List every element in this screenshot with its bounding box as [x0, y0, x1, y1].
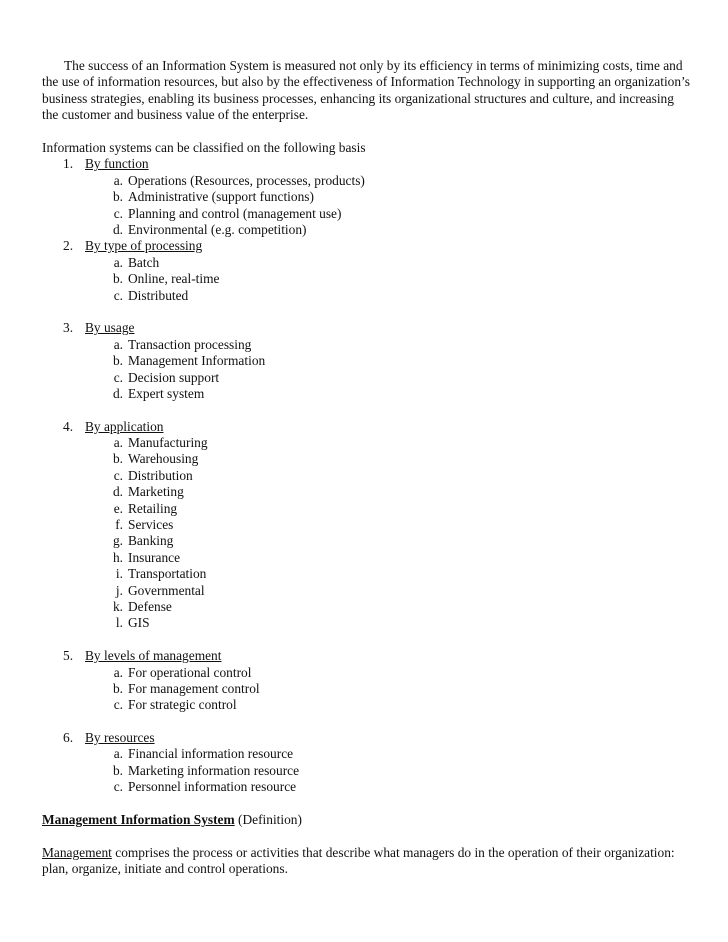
list-item-letter: a. [113, 254, 123, 270]
list-item-text: Insurance [128, 549, 181, 565]
list-item-letter: b. [112, 189, 123, 205]
list-item [42, 222, 692, 238]
list-item [42, 484, 692, 500]
list-item-text: Services [128, 517, 174, 533]
list-item-text: Administrative (support functions) [128, 189, 314, 205]
list-item-letter: a. [113, 435, 123, 451]
list-group-heading [42, 156, 692, 172]
list-item [42, 566, 692, 582]
list-item [42, 206, 692, 222]
list-item-text: Decision support [128, 369, 220, 385]
list-item-text: For operational control [128, 664, 252, 680]
list-item [42, 189, 692, 205]
list-group-heading [42, 419, 692, 435]
list-item-text: Distribution [128, 467, 193, 483]
list-item [42, 599, 692, 615]
list-item-letter: k. [112, 598, 123, 614]
list-item [42, 337, 692, 353]
list-heading: By type of processing [85, 238, 203, 254]
list-group-heading [42, 648, 692, 664]
document-page [42, 58, 692, 878]
list-item [42, 468, 692, 484]
management-text: comprises the process or activities that describe what managers do in the operation of their organization: plan, organize, initiate and control operations. [42, 844, 675, 877]
list-item-text: Governmental [128, 582, 205, 598]
list-item-text: Defense [128, 598, 172, 614]
list-item [42, 517, 692, 533]
list-item-text: Retailing [128, 500, 178, 516]
list-item-text: Financial information resource [128, 746, 294, 762]
mis-heading-line [42, 812, 692, 828]
list-item-text: Distributed [128, 287, 189, 303]
list-item-letter: d. [112, 484, 123, 500]
list-item [42, 533, 692, 549]
list-item-letter: c. [113, 287, 123, 303]
list-heading: By usage [85, 320, 135, 336]
list-number: 2. [63, 238, 74, 254]
list-group-heading [42, 320, 692, 336]
list-item-text: Online, real-time [128, 271, 220, 287]
mis-heading-suffix: (Definition) [234, 812, 302, 828]
list-item-text: Batch [128, 254, 160, 270]
list-item-text: For strategic control [128, 697, 237, 713]
list-item-letter: b. [112, 680, 123, 696]
list-item [42, 746, 692, 762]
list-number: 6. [63, 730, 74, 746]
list-item-text: Marketing [128, 484, 184, 500]
list-item [42, 697, 692, 713]
list-item [42, 681, 692, 697]
intro-paragraph: The success of an Information System is measured not only by its efficiency in terms of minimizing costs, time and the use of information resources, but also by the effectiveness of Information Technology in supporting an organization’s business strategies, enabling its business processes, enhancing its organizational structures and culture, and increasing the customer and business value of the enterprise. [42, 58, 690, 123]
list-item-text: Planning and control (management use) [128, 205, 342, 221]
list-item-letter: e. [113, 500, 123, 516]
list-item-letter: h. [112, 549, 123, 565]
list-item-letter: c. [113, 205, 123, 221]
list-item-letter: i. [115, 566, 123, 582]
list-item [42, 501, 692, 517]
list-item-text: GIS [128, 615, 150, 631]
list-item-text: Warehousing [128, 451, 199, 467]
list-item-letter: b. [112, 762, 123, 778]
list-item-text: Manufacturing [128, 435, 208, 451]
list-item-letter: l. [115, 615, 123, 631]
list-item [42, 763, 692, 779]
list-item-letter: a. [113, 172, 123, 188]
list-item-letter: a. [113, 746, 123, 762]
list-item [42, 255, 692, 271]
list-number: 5. [63, 648, 74, 664]
list-item-letter: b. [112, 271, 123, 287]
list-item [42, 288, 692, 304]
list-item-letter: d. [112, 385, 123, 401]
list-item-letter: f. [115, 517, 123, 533]
list-item [42, 779, 692, 795]
mis-heading: Management Information System [42, 812, 235, 828]
list-item [42, 173, 692, 189]
list-item-text: Expert system [128, 385, 205, 401]
list-item-text: Banking [128, 533, 174, 549]
list-item-text: For management control [128, 680, 260, 696]
list-item-letter: d. [112, 221, 123, 237]
list-item [42, 583, 692, 599]
list-item [42, 370, 692, 386]
list-item-letter: b. [112, 451, 123, 467]
list-item [42, 435, 692, 451]
list-item [42, 615, 692, 631]
list-item-letter: c. [113, 467, 123, 483]
list-item [42, 550, 692, 566]
classification-list [42, 156, 692, 795]
list-item-text: Transaction processing [128, 336, 252, 352]
list-item-letter: j. [115, 582, 123, 598]
list-item [42, 665, 692, 681]
list-number: 3. [63, 320, 74, 336]
list-item [42, 386, 692, 402]
management-term: Management [42, 844, 112, 860]
list-item [42, 353, 692, 369]
list-group-heading [42, 238, 692, 254]
list-item-letter: c. [113, 697, 123, 713]
list-item-letter: a. [113, 336, 123, 352]
list-group-heading [42, 730, 692, 746]
management-definition [42, 845, 692, 878]
list-item-text: Transportation [128, 566, 207, 582]
list-item-text: Operations (Resources, processes, products) [128, 172, 365, 188]
list-item-letter: c. [113, 369, 123, 385]
list-item-letter: b. [112, 353, 123, 369]
list-item-letter: a. [113, 664, 123, 680]
list-heading: By levels of management [85, 648, 222, 664]
classification-intro: Information systems can be classified on the following basis [42, 140, 366, 156]
list-item-text: Environmental (e.g. competition) [128, 221, 307, 237]
list-item [42, 271, 692, 287]
list-heading: By resources [85, 730, 155, 746]
list-item-letter: c. [113, 779, 123, 795]
list-item [42, 451, 692, 467]
list-item-text: Management Information [128, 353, 266, 369]
list-item-text: Marketing information resource [128, 762, 300, 778]
list-number: 4. [63, 418, 74, 434]
list-heading: By application [85, 418, 164, 434]
list-item-text: Personnel information resource [128, 779, 297, 795]
list-number: 1. [63, 156, 74, 172]
list-item-letter: g. [112, 533, 123, 549]
list-heading: By function [85, 156, 149, 172]
